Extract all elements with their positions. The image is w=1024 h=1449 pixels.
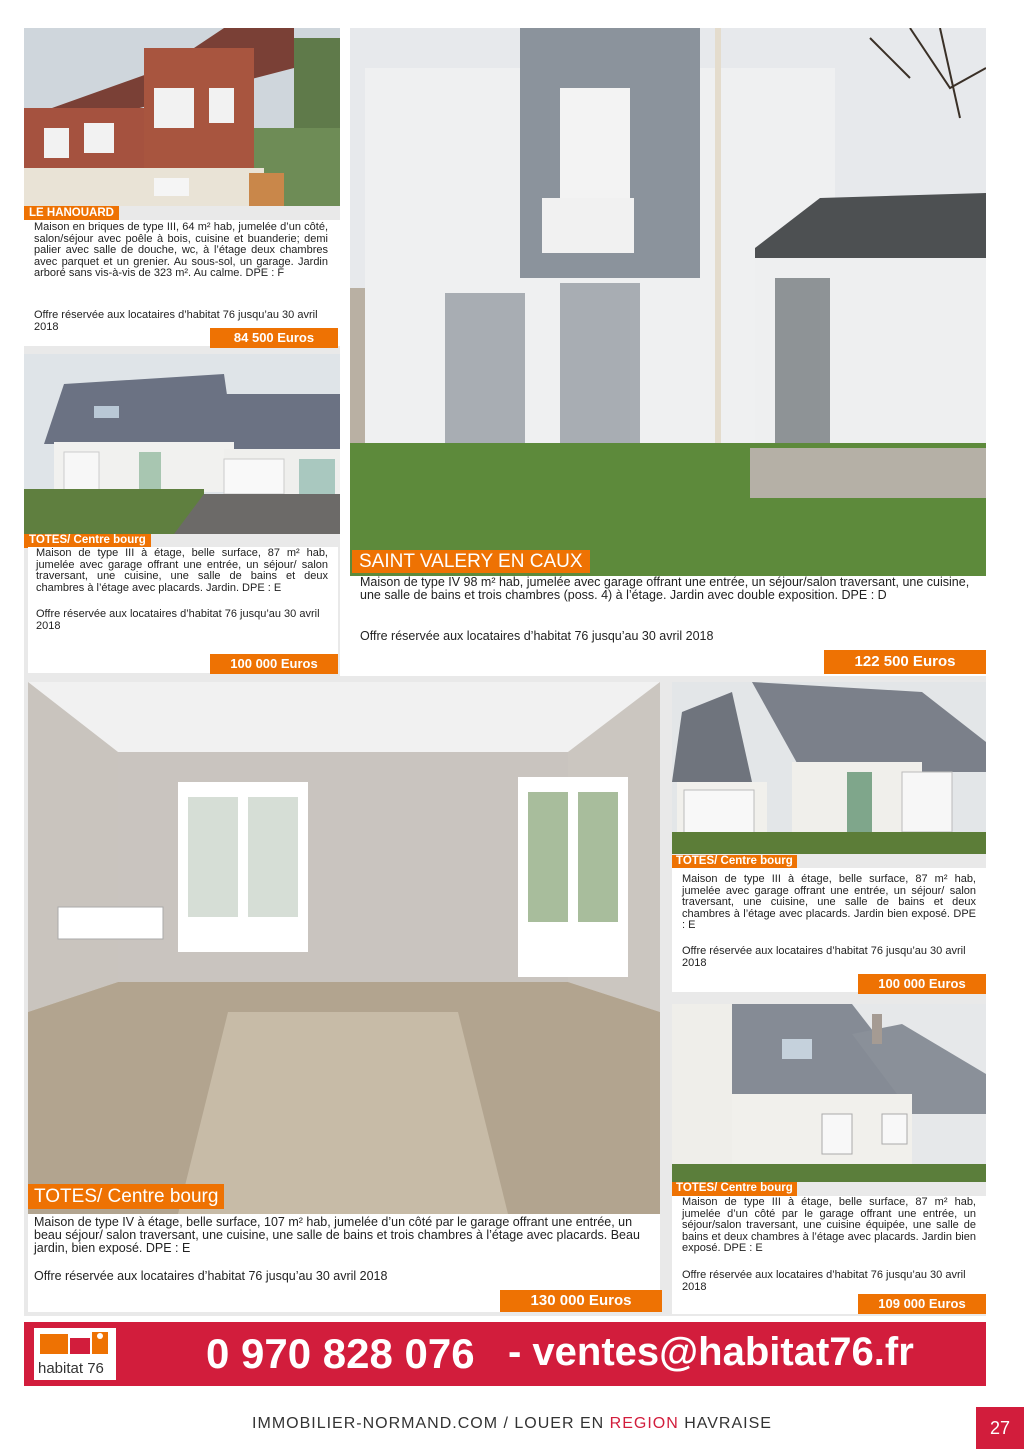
- listing-price: 122 500 Euros: [824, 650, 986, 674]
- site-separator: /: [498, 1415, 515, 1432]
- section-label: LOUER EN: [514, 1415, 610, 1432]
- location-tag: TOTES/ Centre bourg: [24, 534, 151, 548]
- listing-price: 109 000 Euros: [858, 1294, 986, 1314]
- contact-banner: [24, 1322, 986, 1386]
- listing-offer: Offre réservée aux locataires d’habitat 76 jusqu’au 30 avril 2018: [682, 1269, 966, 1293]
- page-number: 27: [976, 1407, 1024, 1449]
- section-havraise: HAVRAISE: [678, 1415, 772, 1432]
- habitat76-logo: [34, 1328, 116, 1380]
- listing-description: Maison de type III à étage, belle surface, 87 m² hab, jumelée avec garage offrant une entrée, un séjour/ salon traversant, une cuisine, une salle de bains et deux chambres à l’étage avec placards. Jardin. DPE : E: [36, 547, 328, 594]
- listing-price: 100 000 Euros: [858, 974, 986, 994]
- listing-price: 100 000 Euros: [210, 654, 338, 674]
- listing-description: Maison de type III à étage, belle surface, 87 m² hab, jumelée d’un côté par le garage offrant une entrée, un séjour/salon traversant, une cuisine équipée, une salle de bains et deux chambres à l’étage avec placards. Jardin bien exposé. DPE : E: [682, 1196, 976, 1254]
- listing-description: Maison de type III à étage, belle surface, 87 m² hab, jumelée avec garage offrant une entrée, un séjour/ salon traversant, une cuisine, une salle de bains et deux chambres à l’étage avec placards. Jardin bien exposé. DPE : E: [682, 873, 976, 931]
- footer-site-line: [0, 1415, 1024, 1433]
- location-tag: SAINT VALERY EN CAUX: [352, 550, 590, 573]
- listing-offer: Offre réservée aux locataires d’habitat 76 jusqu’au 30 avril 2018: [682, 945, 966, 969]
- location-tag: LE HANOUARD: [24, 206, 119, 222]
- house-photo-totes-3: [672, 1004, 986, 1182]
- house-photo-le-hanouard: [24, 28, 340, 206]
- interior-photo-totes: [28, 682, 660, 1214]
- listing-offer: Offre réservée aux locataires d’habitat 76 jusqu’au 30 avril 2018: [34, 1269, 388, 1283]
- location-tag: TOTES/ Centre bourg: [672, 1182, 797, 1196]
- location-tag: TOTES/ Centre bourg: [28, 1184, 224, 1209]
- site-name[interactable]: IMMOBILIER-NORMAND.COM: [252, 1415, 499, 1432]
- listing-offer: Offre réservée aux locataires d’habitat 76 jusqu’au 30 avril 2018: [36, 608, 320, 632]
- location-tag: TOTES/ Centre bourg: [672, 855, 797, 869]
- listing-description: Maison en briques de type III, 64 m² hab, jumelée d’un côté, salon/séjour avec poêle à bois, cuisine et buanderie; demi palier avec salle de douche, wc, à l’étage deux chambres avec parquet et un grenier. Au sous-sol, un garage. Jardin arboré sans vis-à-vis de 323 m². Au calme. DPE : F: [34, 221, 328, 279]
- email-address[interactable]: - ventes@habitat76.fr: [508, 1330, 914, 1374]
- listing-description: Maison de type IV à étage, belle surface, 107 m² hab, jumelée d’un côté par le garage offrant une entrée, un beau séjour/ salon traversant, une cuisine, une salle de bains et trois chambres à l’étage avec placards. Beau jardin, bien exposé. DPE : E: [34, 1215, 640, 1255]
- listing-offer: Offre réservée aux locataires d’habitat 76 jusqu’au 30 avril 2018: [360, 629, 714, 643]
- listing-price: 84 500 Euros: [210, 328, 338, 348]
- listing-description: Maison de type IV 98 m² hab, jumelée avec garage offrant une entrée, un séjour/salon traversant, une cuisine, une salle de bains et trois chambres (poss. 4) à l’étage. Jardin avec double exposition. DPE : D: [360, 575, 970, 602]
- section-region: REGION: [609, 1415, 679, 1432]
- house-photo-totes-2: [672, 682, 986, 854]
- listing-offer: Offre réservée aux locataires d’habitat 76 jusqu’au 30 avril 2018: [34, 309, 318, 333]
- listing-price: 130 000 Euros: [500, 1290, 662, 1312]
- house-photo-totes-1: [24, 354, 340, 534]
- logo-text: habitat 76: [38, 1360, 104, 1377]
- house-photo-saint-valery: [350, 28, 986, 576]
- phone-number[interactable]: 0 970 828 076: [206, 1330, 475, 1377]
